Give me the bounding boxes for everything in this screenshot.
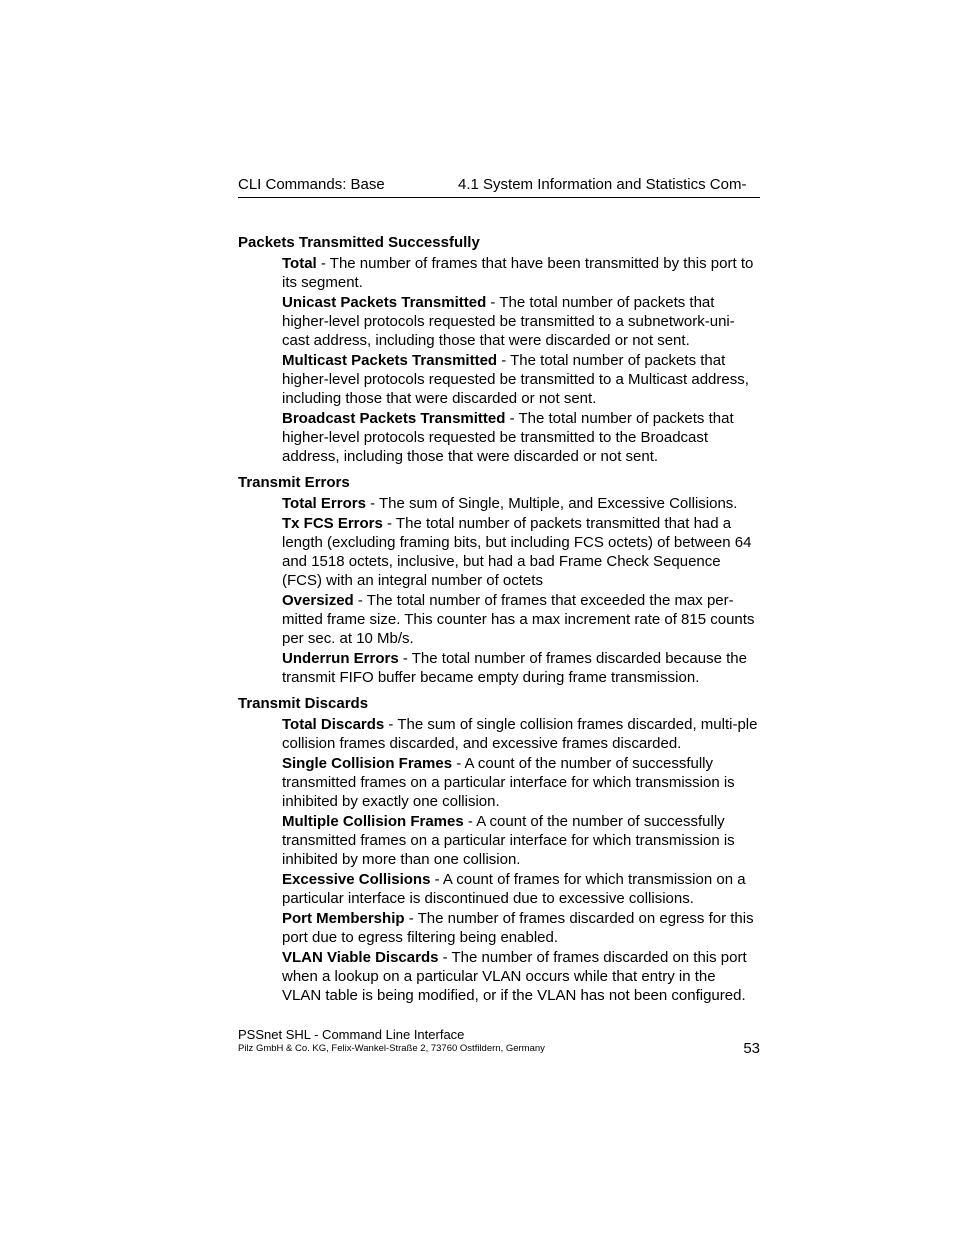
definition-text: - A count of the number of successfully transmitted frames on a particular interface for which transmission is inhibited by exactly one collision. <box>282 755 735 810</box>
definition-text: - The total number of packets that higher-level protocols requested be transmitted to a Multicast address, including those that were discarded or not sent. <box>282 352 749 407</box>
definition-text: - The number of frames discarded on egress for this port due to egress filtering being enabled. <box>282 910 754 946</box>
section-title: Transmit Discards <box>238 695 369 712</box>
definition-text: - The total number of packets transmitted that had a length (excluding framing bits, but including FCS octets) of between 64 and 1518 octets, inclusive, but had a bad Frame Check Sequence (FCS) with an integral number of octets <box>282 515 752 589</box>
definition-term: Total Discards <box>282 716 385 733</box>
definition-text: - The total number of packets that higher-level protocols requested be transmitted to the Broadcast address, including those that were discarded or not sent. <box>282 410 734 465</box>
header-chapter: CLI Commands: Base <box>238 176 385 193</box>
definition-text: - The number of frames discarded on this port when a lookup on a particular VLAN occurs while that entry in the VLAN table is being modified, or if the VLAN has not been configured. <box>282 949 747 1004</box>
page-number: 53 <box>743 1040 760 1057</box>
definition-entry <box>282 909 758 947</box>
definition-entry <box>282 591 758 648</box>
definition-term: Unicast Packets Transmitted <box>282 294 487 311</box>
main-content <box>238 233 768 1012</box>
definition-entry <box>282 409 758 466</box>
definition-entry <box>282 254 758 292</box>
definition-term: Broadcast Packets Transmitted <box>282 410 506 427</box>
definition-entry <box>282 948 758 1005</box>
page-footer <box>238 1027 760 1055</box>
definition-text: - The sum of single collision frames discarded, multi-ple collision frames discarded, and excessive frames discarded. <box>282 716 758 752</box>
page-header <box>238 175 760 198</box>
section-transmit-errors <box>238 473 768 687</box>
definition-term: Port Membership <box>282 910 405 927</box>
definition-entry <box>282 351 758 408</box>
section-transmit-discards <box>238 694 768 1005</box>
definition-text: - The number of frames that have been transmitted by this port to its segment. <box>282 255 754 291</box>
footer-address: Pilz GmbH & Co. KG, Felix-Wankel-Straße 2, 73760 Ostfildern, Germany <box>238 1043 545 1054</box>
section-packets-transmitted <box>238 233 768 466</box>
definition-entry <box>282 754 758 811</box>
definition-term: Multicast Packets Transmitted <box>282 352 498 369</box>
definition-term: Single Collision Frames <box>282 755 453 772</box>
definition-entry <box>282 812 758 869</box>
definition-entry <box>282 514 758 590</box>
definition-entry <box>282 649 758 687</box>
definition-text: - A count of frames for which transmission on a particular interface is discontinued due to excessive collisions. <box>282 871 746 907</box>
definition-entry <box>282 494 758 513</box>
definition-text: - The total number of packets that higher-level protocols requested be transmitted to a subnetwork-uni-cast address, including those that were discarded or not sent. <box>282 294 735 349</box>
definition-text: - The sum of Single, Multiple, and Excessive Collisions. <box>365 495 738 512</box>
definition-entry <box>282 870 758 908</box>
footer-title: PSSnet SHL - Command Line Interface <box>238 1027 465 1042</box>
definition-entry <box>282 293 758 350</box>
definition-term: Underrun Errors <box>282 650 399 667</box>
definition-term: VLAN Viable Discards <box>282 949 439 966</box>
definition-text: - A count of the number of successfully transmitted frames on a particular interface for which transmission is inhibited by more than one collision. <box>282 813 735 868</box>
definition-entry <box>282 715 758 753</box>
definition-term: Tx FCS Errors <box>282 515 383 532</box>
section-title: Transmit Errors <box>238 474 350 491</box>
definition-text: - The total number of frames discarded because the transmit FIFO buffer became empty during frame transmission. <box>282 650 747 686</box>
definition-text: - The total number of frames that exceeded the max per-mitted frame size. This counter has a max increment rate of 815 counts per sec. at 10 Mb/s. <box>282 592 755 647</box>
definition-term: Oversized <box>282 592 354 609</box>
header-section: 4.1 System Information and Statistics Com- <box>458 176 747 193</box>
definition-term: Total <box>282 255 317 272</box>
definition-term: Excessive Collisions <box>282 871 431 888</box>
definition-term: Total Errors <box>282 495 366 512</box>
definition-term: Multiple Collision Frames <box>282 813 464 830</box>
section-title: Packets Transmitted Successfully <box>238 234 480 251</box>
